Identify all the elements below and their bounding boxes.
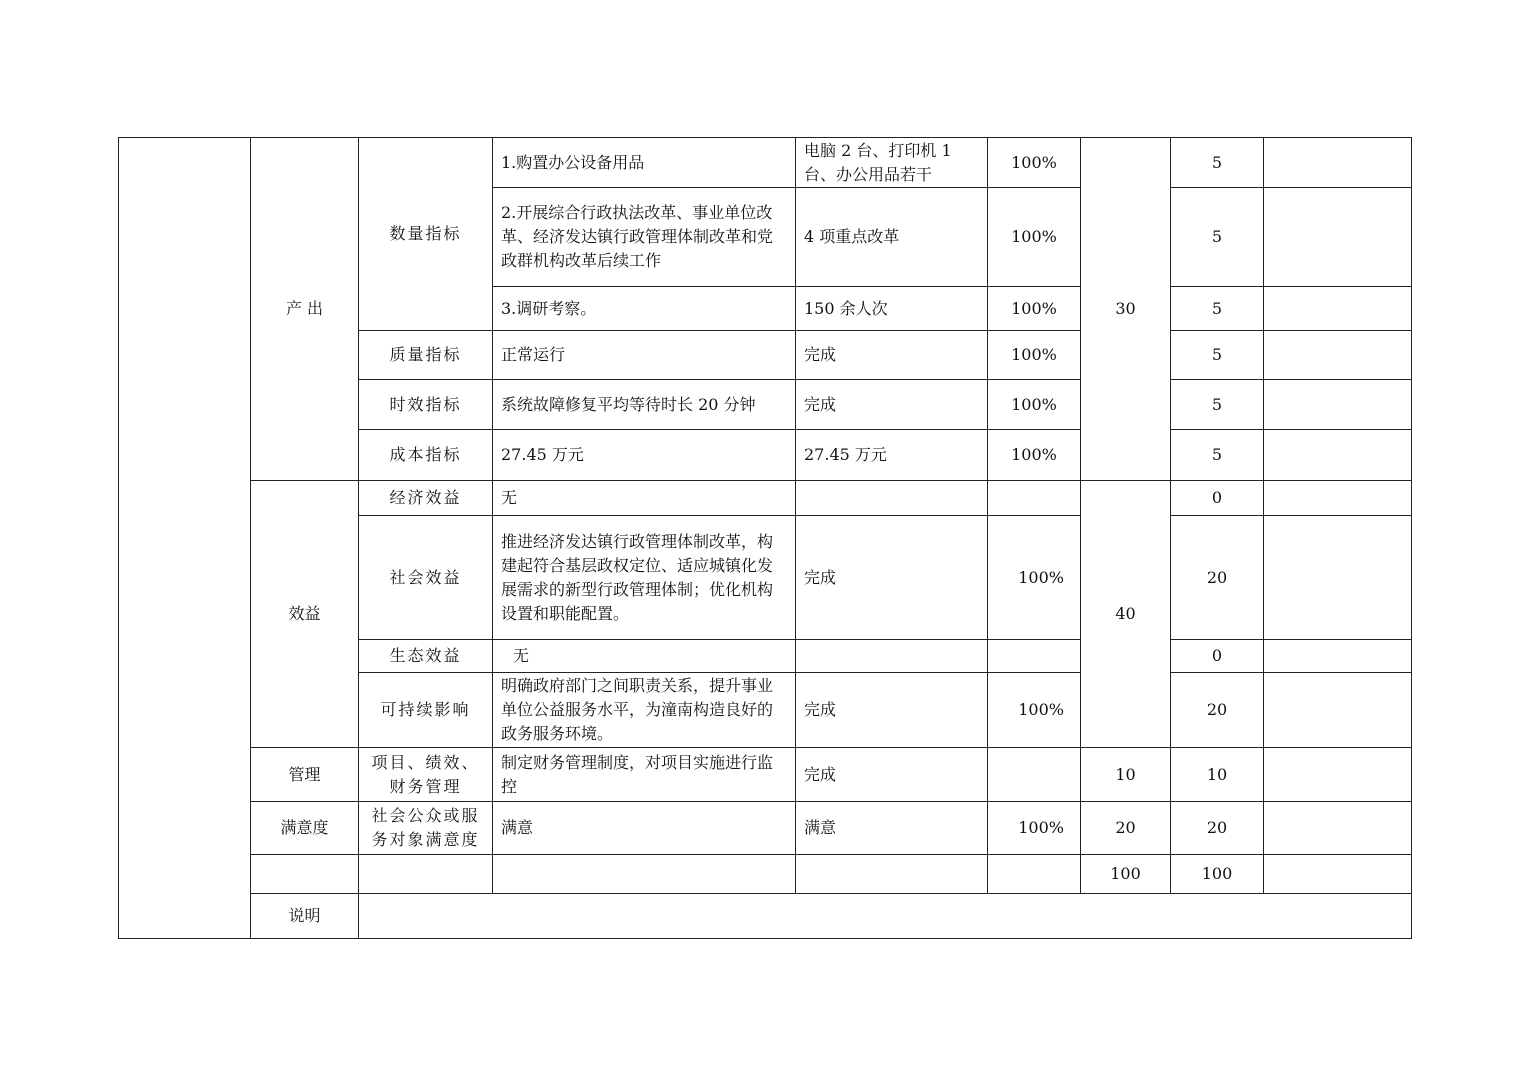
- explanation-value: [359, 894, 1412, 939]
- indicator-content: 推进经济发达镇行政管理体制改革，构建起符合基层政权定位、适应城镇化发展需求的新型行政管理体制；优化机构设置和职能配置。: [493, 516, 796, 640]
- explanation-row: [119, 894, 1412, 939]
- indicator-note: [1264, 748, 1412, 802]
- indicator-target: 电脑 2 台、打印机 1 台、办公用品若干: [796, 138, 988, 188]
- blank-cell: [251, 855, 359, 894]
- indicator-note: [1264, 640, 1412, 673]
- sub-indicator: 时效指标: [359, 380, 493, 430]
- performance-table: [118, 137, 1412, 939]
- indicator-score: 5: [1171, 287, 1264, 331]
- table-row: [119, 138, 1412, 188]
- indicator-target: [796, 640, 988, 673]
- total-score: 100: [1171, 855, 1264, 894]
- blank-cell: [1264, 855, 1412, 894]
- indicator-score: 5: [1171, 430, 1264, 481]
- sub-indicator: 成本指标: [359, 430, 493, 481]
- indicator-target: 完成: [796, 748, 988, 802]
- indicator-note: [1264, 287, 1412, 331]
- indicator-score: 5: [1171, 188, 1264, 287]
- category-output: 产 出: [251, 138, 359, 481]
- sub-indicator: 质量指标: [359, 331, 493, 380]
- indicator-rate: 100%: [988, 188, 1081, 287]
- indicator-note: [1264, 188, 1412, 287]
- indicator-score: 0: [1171, 640, 1264, 673]
- indicator-rate: 100%: [988, 430, 1081, 481]
- sub-indicator: 经济效益: [359, 481, 493, 516]
- indicator-rate: [988, 640, 1081, 673]
- indicator-target: 完成: [796, 516, 988, 640]
- indicator-note: [1264, 481, 1412, 516]
- first-column-blank: [119, 138, 251, 939]
- indicator-note: [1264, 516, 1412, 640]
- table-row: [119, 748, 1412, 802]
- indicator-target: 4 项重点改革: [796, 188, 988, 287]
- indicator-content: 无: [493, 640, 796, 673]
- total-row: [119, 855, 1412, 894]
- indicator-note: [1264, 138, 1412, 188]
- indicator-score: 20: [1171, 802, 1264, 855]
- indicator-score: 5: [1171, 331, 1264, 380]
- indicator-target: 完成: [796, 380, 988, 430]
- indicator-note: [1264, 802, 1412, 855]
- sub-indicator: 社会效益: [359, 516, 493, 640]
- weight-satisfaction: 20: [1081, 802, 1171, 855]
- blank-cell: [796, 855, 988, 894]
- indicator-score: 5: [1171, 138, 1264, 188]
- weight-output: 30: [1081, 138, 1171, 481]
- indicator-score: 20: [1171, 516, 1264, 640]
- category-management: 管理: [251, 748, 359, 802]
- indicator-note: [1264, 380, 1412, 430]
- blank-cell: [359, 855, 493, 894]
- total-weight: 100: [1081, 855, 1171, 894]
- indicator-score: 10: [1171, 748, 1264, 802]
- indicator-content: 3.调研考察。: [493, 287, 796, 331]
- sub-indicator: 社会公众或服务对象满意度: [359, 802, 493, 855]
- table-row: [119, 802, 1412, 855]
- indicator-score: 20: [1171, 673, 1264, 748]
- indicator-rate: 100%: [988, 380, 1081, 430]
- table-row: [119, 481, 1412, 516]
- indicator-note: [1264, 430, 1412, 481]
- indicator-score: 5: [1171, 380, 1264, 430]
- sub-indicator: 可持续影响: [359, 673, 493, 748]
- indicator-rate: 100%: [988, 673, 1081, 748]
- indicator-rate: 100%: [988, 802, 1081, 855]
- indicator-content: 满意: [493, 802, 796, 855]
- indicator-content: 无: [493, 481, 796, 516]
- indicator-rate: 100%: [988, 331, 1081, 380]
- indicator-rate: 100%: [988, 287, 1081, 331]
- indicator-rate: 100%: [988, 138, 1081, 188]
- category-benefit: 效益: [251, 481, 359, 748]
- sub-indicator: 生态效益: [359, 640, 493, 673]
- indicator-rate: 100%: [988, 516, 1081, 640]
- indicator-score: 0: [1171, 481, 1264, 516]
- indicator-rate: [988, 481, 1081, 516]
- indicator-content: 2.开展综合行政执法改革、事业单位改革、经济发达镇行政管理体制改革和党政群机构改革后续工作: [493, 188, 796, 287]
- indicator-content: 1.购置办公设备用品: [493, 138, 796, 188]
- category-satisfaction: 满意度: [251, 802, 359, 855]
- indicator-content: 正常运行: [493, 331, 796, 380]
- sub-indicator: 数量指标: [359, 138, 493, 331]
- indicator-content: 明确政府部门之间职责关系，提升事业单位公益服务水平，为潼南构造良好的政务服务环境。: [493, 673, 796, 748]
- indicator-target: 27.45 万元: [796, 430, 988, 481]
- indicator-target: [796, 481, 988, 516]
- blank-cell: [493, 855, 796, 894]
- indicator-content: 制定财务管理制度，对项目实施进行监控: [493, 748, 796, 802]
- indicator-content: 27.45 万元: [493, 430, 796, 481]
- indicator-target: 完成: [796, 673, 988, 748]
- weight-management: 10: [1081, 748, 1171, 802]
- indicator-target: 满意: [796, 802, 988, 855]
- indicator-target: 完成: [796, 331, 988, 380]
- indicator-content: 系统故障修复平均等待时长 20 分钟: [493, 380, 796, 430]
- indicator-note: [1264, 673, 1412, 748]
- indicator-note: [1264, 331, 1412, 380]
- sub-indicator: 项目、绩效、财务管理: [359, 748, 493, 802]
- explanation-label: 说明: [251, 894, 359, 939]
- indicator-target: 150 余人次: [796, 287, 988, 331]
- indicator-rate: [988, 748, 1081, 802]
- blank-cell: [988, 855, 1081, 894]
- weight-benefit: 40: [1081, 481, 1171, 748]
